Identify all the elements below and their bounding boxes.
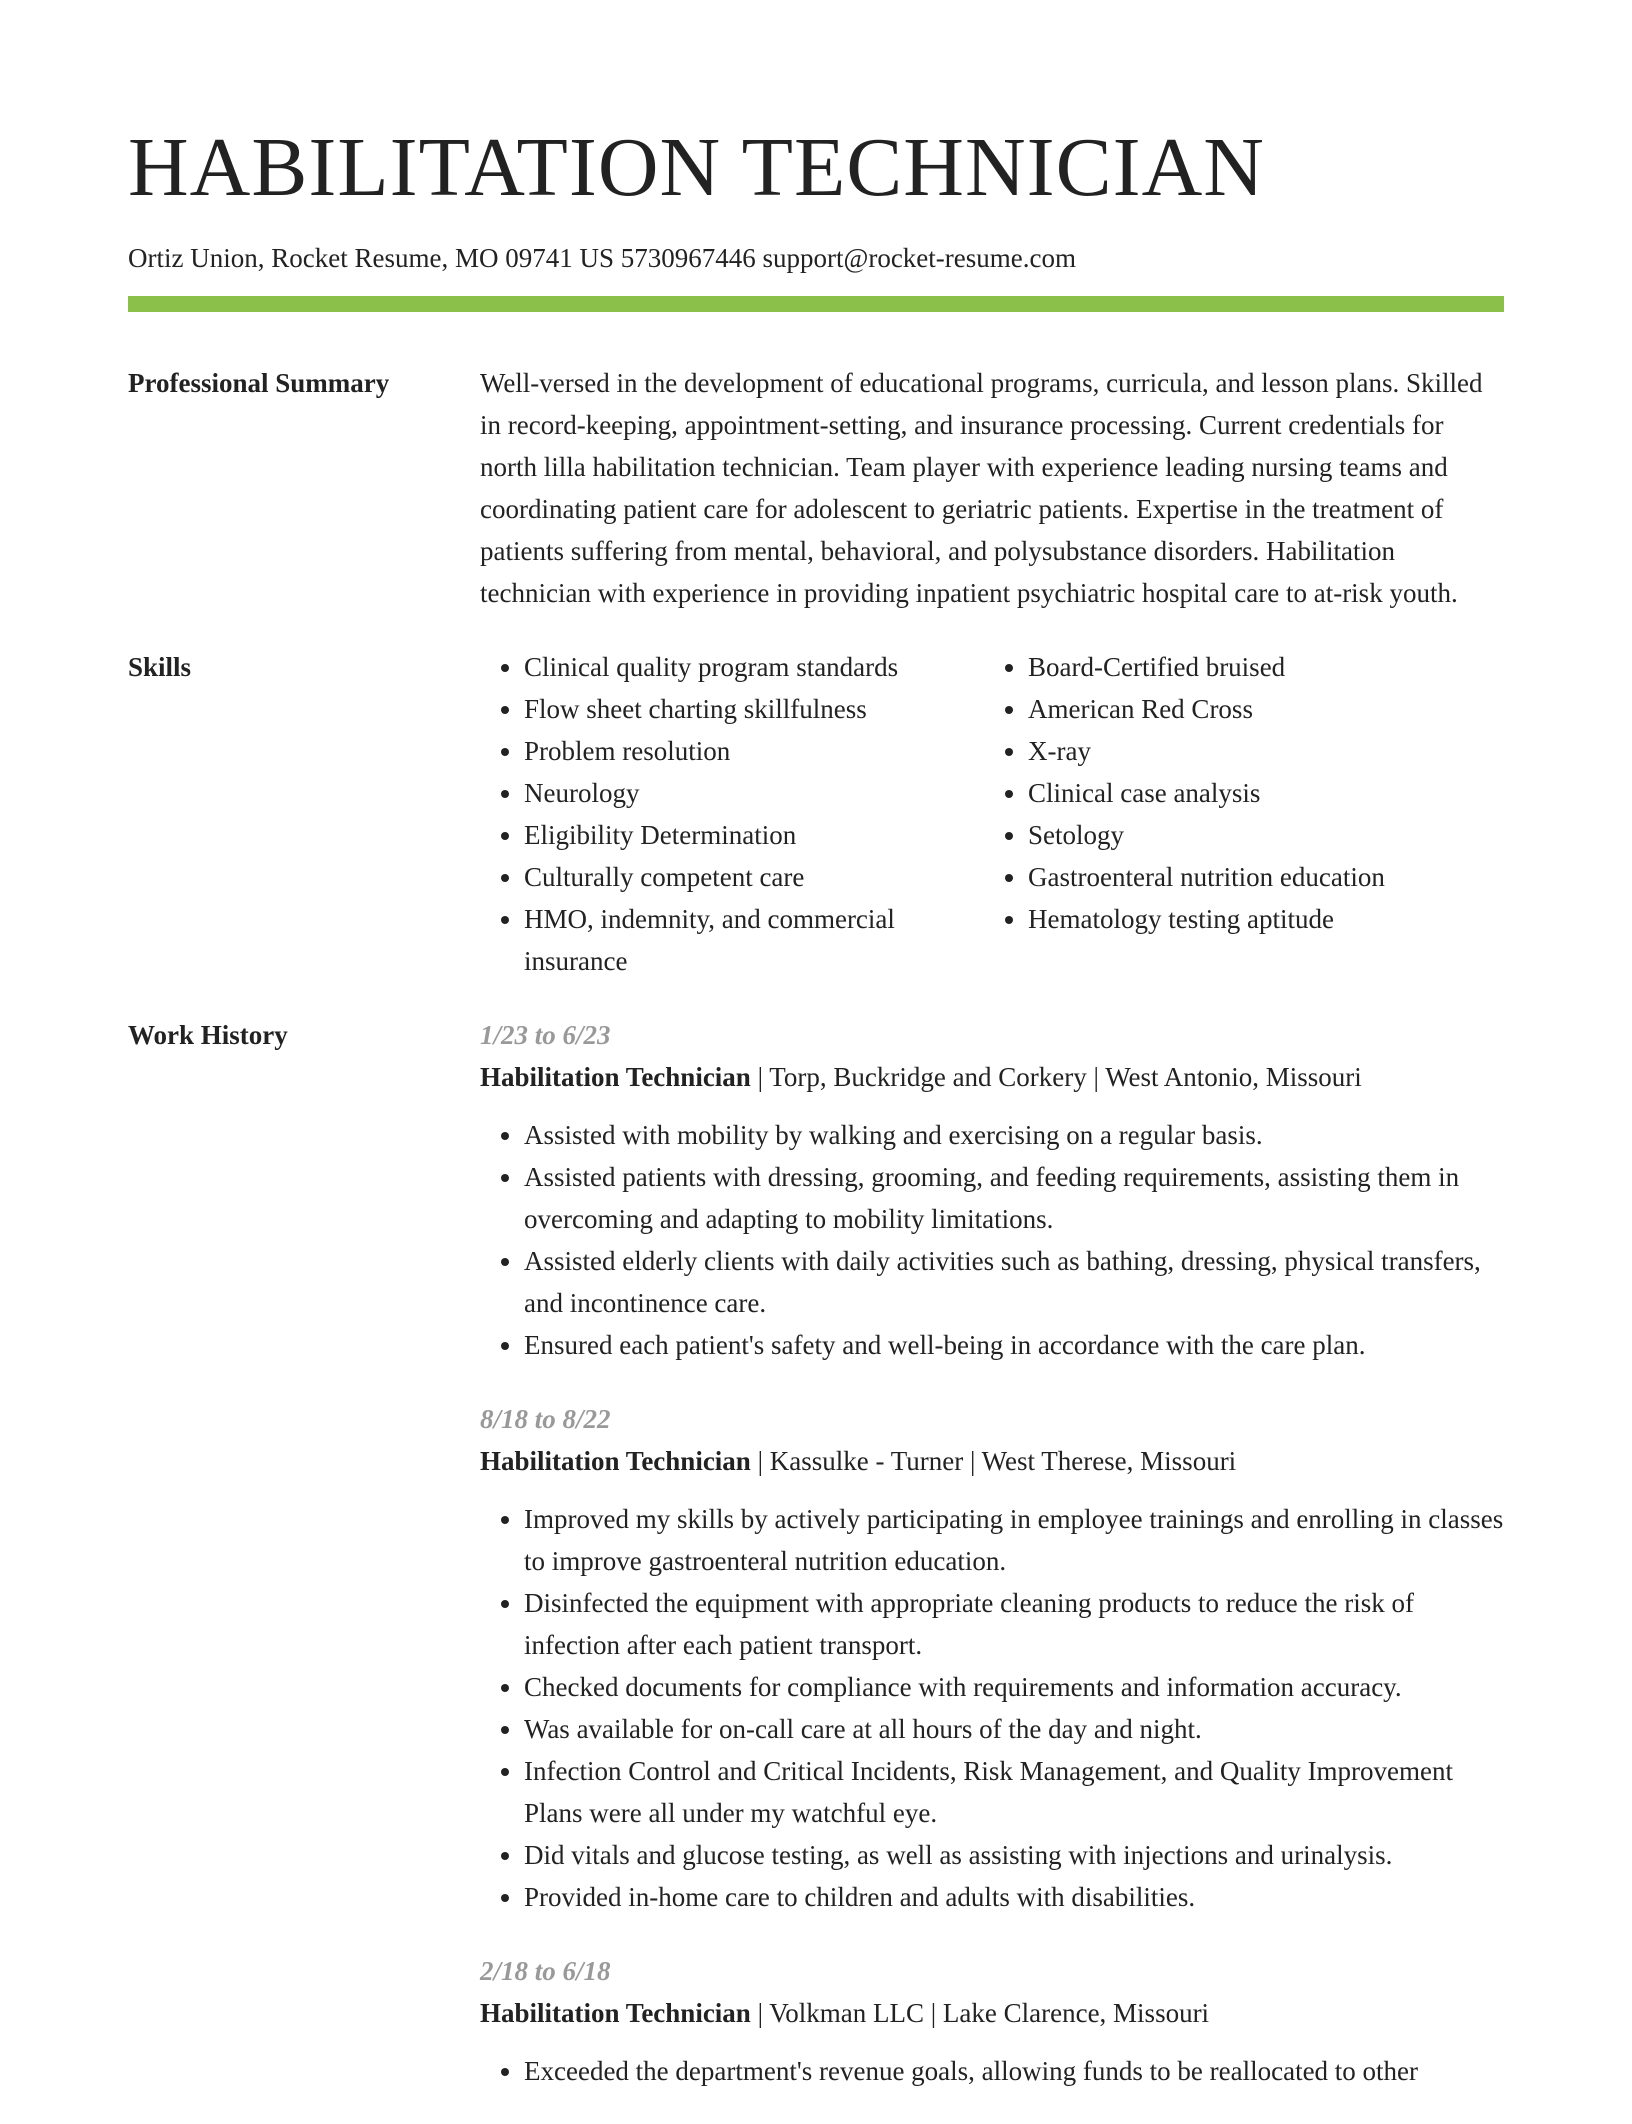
summary-heading: Professional Summary bbox=[128, 368, 390, 398]
work-history-content bbox=[480, 1014, 1504, 2124]
resume-page bbox=[128, 0, 1504, 2124]
job-bullets bbox=[480, 1114, 1504, 1366]
job-bullets bbox=[480, 1498, 1504, 1918]
job-entry bbox=[480, 1398, 1504, 1918]
job-bullet: • Ensured each patient's safety and well-being in accordance with the care plan. bbox=[524, 1324, 1504, 1366]
skill-item: • Problem resolution bbox=[524, 730, 984, 772]
summary-text: Well-versed in the development of educational programs, curricula, and lesson plans. Skilled in record-keeping, appointment-setting, and insurance processing. Current credentials for north lilla habilitation technician. Team player with experience leading nursing teams and coordinating patient care for adolescent to geriatric patients. Expertise in the treatment of patients suffering from mental, behavioral, and polysubstance disorders. Habilitation technician with experience in providing inpatient psychiatric hospital care to at-risk youth. bbox=[480, 368, 1483, 608]
job-bullet: • Improved my skills by actively participating in employee trainings and enrolling in classes to improve gastroenteral nutrition education. bbox=[524, 1498, 1504, 1582]
job-title: Habilitation Technician bbox=[480, 1998, 751, 2028]
skill-item: • American Red Cross bbox=[1028, 688, 1488, 730]
job-header bbox=[480, 1440, 1504, 1482]
skill-item: • Culturally competent care bbox=[524, 856, 984, 898]
skill-item: • Hematology testing aptitude bbox=[1028, 898, 1488, 940]
job-bullet: • Was available for on-call care at all hours of the day and night. bbox=[524, 1708, 1504, 1750]
work-history-heading: Work History bbox=[128, 1020, 288, 1050]
skill-item: • Flow sheet charting skillfulness bbox=[524, 688, 984, 730]
candidate-name: HABILITATION TECHNICIAN bbox=[128, 121, 1265, 214]
job-bullet: • Infection Control and Critical Incidents, Risk Management, and Quality Improvement Plans were all under my watchful eye. bbox=[524, 1750, 1504, 1834]
job-bullet: • Disinfected the equipment with appropriate cleaning products to reduce the risk of infection after each patient transport. bbox=[524, 1582, 1504, 1666]
contact-line: Ortiz Union, Rocket Resume, MO 09741 US 5730967446 support@rocket-resume.com bbox=[128, 243, 1076, 273]
job-bullet: • Exceeded the department's revenue goals, allowing funds to be reallocated to other bbox=[524, 2050, 1504, 2092]
skills-heading: Skills bbox=[128, 652, 192, 682]
skill-item: • Eligibility Determination bbox=[524, 814, 984, 856]
job-employer-location: | Volkman LLC | Lake Clarence, Missouri bbox=[750, 1998, 1210, 2028]
work-history-section bbox=[128, 1014, 1504, 2124]
job-dates: 2/18 to 6/18 bbox=[480, 1956, 611, 1986]
job-dates: 8/18 to 8/22 bbox=[480, 1404, 611, 1434]
job-bullet: • Checked documents for compliance with requirements and information accuracy. bbox=[524, 1666, 1504, 1708]
job-title: Habilitation Technician bbox=[480, 1446, 751, 1476]
job-entry bbox=[480, 1014, 1504, 1366]
skill-item: • Neurology bbox=[524, 772, 984, 814]
job-bullets bbox=[480, 2050, 1504, 2092]
skill-item: • Clinical case analysis bbox=[1028, 772, 1488, 814]
skills-column-1 bbox=[480, 646, 984, 982]
job-employer-location: | Kassulke - Turner | West Therese, Missouri bbox=[750, 1446, 1237, 1476]
skills-columns bbox=[480, 646, 1504, 982]
skill-item: • Board-Certified bruised bbox=[1028, 646, 1488, 688]
job-header bbox=[480, 1992, 1504, 2034]
summary-section bbox=[128, 362, 1504, 614]
skill-item: • Gastroenteral nutrition education bbox=[1028, 856, 1488, 898]
job-bullet: • Assisted patients with dressing, grooming, and feeding requirements, assisting them in overcoming and adapting to mobility limitations. bbox=[524, 1156, 1504, 1240]
job-header bbox=[480, 1056, 1504, 1098]
job-entry bbox=[480, 1950, 1504, 2092]
skill-item: • X-ray bbox=[1028, 730, 1488, 772]
job-bullet: • Provided in-home care to children and adults with disabilities. bbox=[524, 1876, 1504, 1918]
job-bullet: • Assisted elderly clients with daily activities such as bathing, dressing, physical transfers, and incontinence care. bbox=[524, 1240, 1504, 1324]
job-title: Habilitation Technician bbox=[480, 1062, 751, 1092]
job-bullet: • Assisted with mobility by walking and exercising on a regular basis. bbox=[524, 1114, 1504, 1156]
skill-item: • Clinical quality program standards bbox=[524, 646, 984, 688]
job-dates: 1/23 to 6/23 bbox=[480, 1020, 611, 1050]
skill-item: • HMO, indemnity, and commercial insurance bbox=[524, 898, 984, 982]
skill-item: • Setology bbox=[1028, 814, 1488, 856]
accent-divider bbox=[128, 296, 1504, 312]
job-bullet: • Did vitals and glucose testing, as well as assisting with injections and urinalysis. bbox=[524, 1834, 1504, 1876]
job-employer-location: | Torp, Buckridge and Corkery | West Antonio, Missouri bbox=[750, 1062, 1362, 1092]
skills-section bbox=[128, 646, 1504, 982]
skills-column-2 bbox=[984, 646, 1488, 982]
